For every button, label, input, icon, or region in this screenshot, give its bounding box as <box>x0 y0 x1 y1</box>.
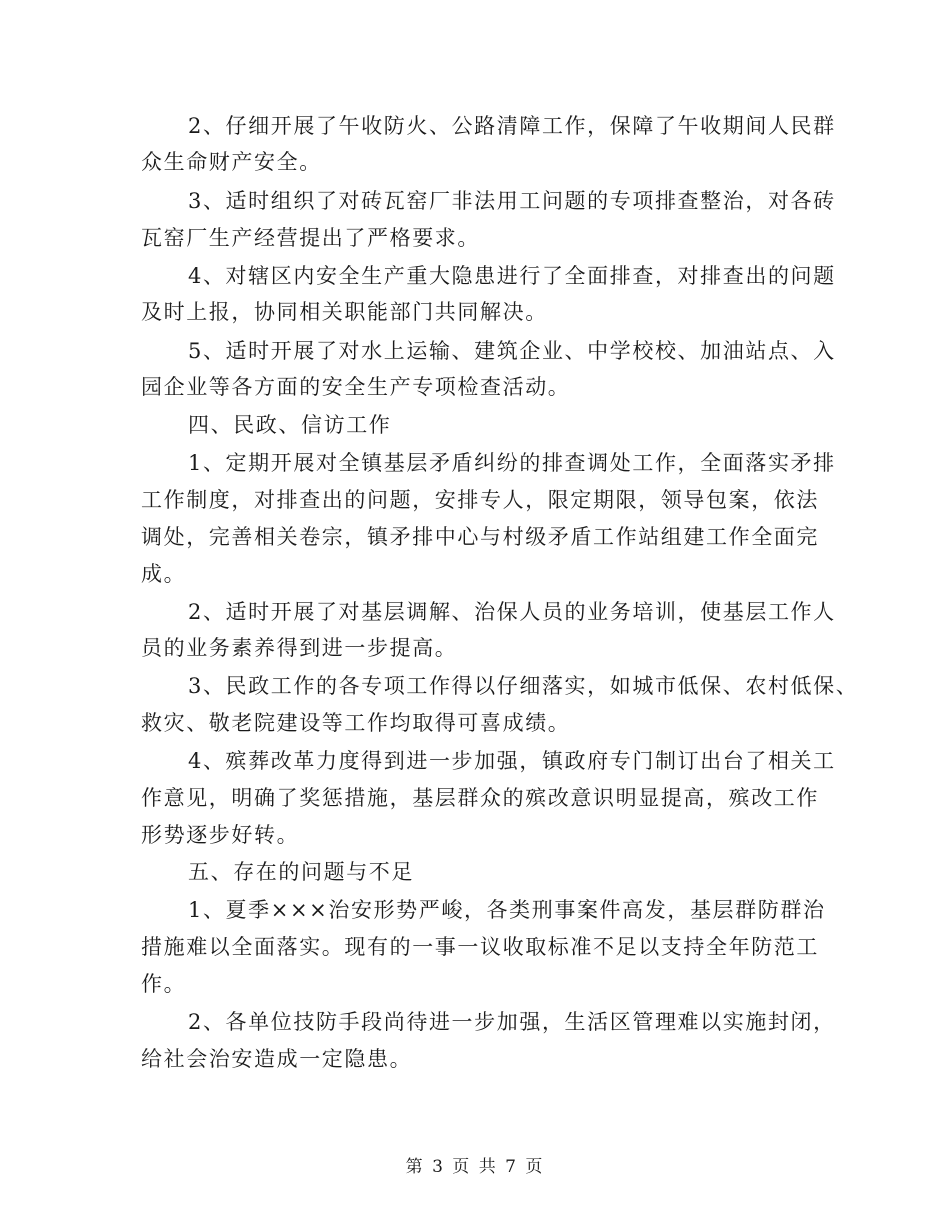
text-line: 瓦窑厂生产经营提出了严格要求。 <box>141 226 480 250</box>
text-line: 作。 <box>141 972 187 996</box>
text-line: 救灾、敬老院建设等工作均取得可喜成绩。 <box>141 711 571 735</box>
text-line: 2、适时开展了对基层调解、治保人员的业务培训，使基层工作人 <box>188 600 836 624</box>
text-line: 4、殡葬改革力度得到进一步加强，镇政府专门制订出台了相关工 <box>188 749 836 773</box>
text-line: 形势逐步好转。 <box>141 823 300 847</box>
section-heading: 五、存在的问题与不足 <box>188 860 414 884</box>
text-line: 园企业等各方面的安全生产专项检查活动。 <box>141 375 571 399</box>
text-line: 及时上报，协同相关职能部门共同解决。 <box>141 300 548 324</box>
text-line: 员的业务素养得到进一步提高。 <box>141 636 458 660</box>
text-line: 3、民政工作的各专项工作得以仔细落实，如城市低保、农村低保、 <box>188 674 859 698</box>
text-line: 2、仔细开展了午收防火、公路清障工作，保障了午收期间人民群 <box>188 114 836 138</box>
text-line: 工作制度，对排查出的问题，安排专人，限定期限，领导包案，依法 <box>141 488 819 512</box>
text-line: 5、适时开展了对水上运输、建筑企业、中学校校、加油站点、入 <box>188 339 836 363</box>
text-line: 给社会治安造成一定隐患。 <box>141 1047 413 1071</box>
text-line: 2、各单位技防手段尚待进一步加强，生活区管理难以实施封闭， <box>188 1010 836 1034</box>
section-heading: 四、民政、信访工作 <box>188 413 392 437</box>
text-line: 1、夏季×××治安形势严峻，各类刑事案件高发，基层群防群治 <box>188 898 826 922</box>
text-line: 作意见，明确了奖惩措施，基层群众的殡改意识明显提高，殡改工作 <box>141 786 819 810</box>
text-line: 措施难以全面落实。现有的一事一议收取标准不足以支持全年防范工 <box>141 935 819 959</box>
text-line: 1、定期开展对全镇基层矛盾纠纷的排查调处工作，全面落实矛排 <box>188 451 836 475</box>
text-line: 3、适时组织了对砖瓦窑厂非法用工问题的专项排查整治，对各砖 <box>188 189 836 213</box>
text-line: 众生命财产安全。 <box>141 150 322 174</box>
page-number-footer: 第 3 页 共 7 页 <box>405 1157 545 1177</box>
text-line: 调处，完善相关卷宗，镇矛排中心与村级矛盾工作站组建工作全面完 <box>141 525 819 549</box>
text-line: 成。 <box>141 562 187 586</box>
text-line: 4、对辖区内安全生产重大隐患进行了全面排查，对排查出的问题 <box>188 264 836 288</box>
